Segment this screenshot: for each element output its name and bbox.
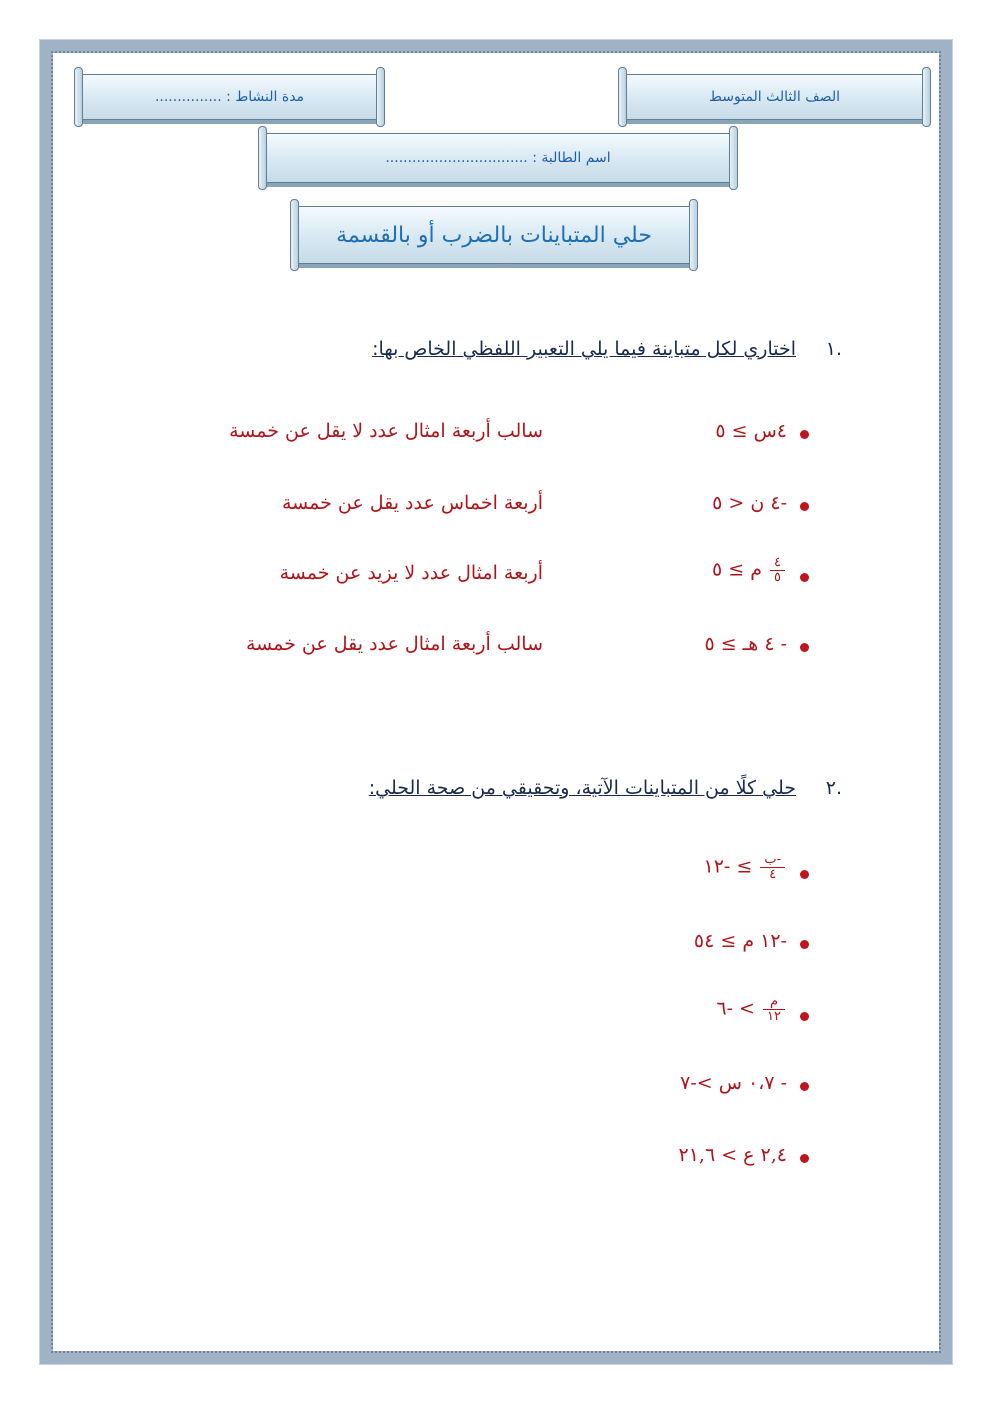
q2-inequality-5: ٢,٤ ع > ٢١,٦	[678, 1144, 787, 1166]
fraction-denominator: ١٢	[767, 1009, 781, 1024]
bullet-1-3	[800, 573, 809, 582]
question-1-prompt: اختاري لكل متباينة فيما يلي التعبير اللفظي الخاص بها:	[372, 338, 796, 360]
q1-inequality-1: ٤س ≥ ٥	[715, 420, 787, 442]
q2-fraction-3	[763, 995, 785, 1024]
q1-inequality-3-rest: م ≥ ٥	[711, 558, 762, 581]
bullet-2-5	[800, 1154, 809, 1163]
bullet-1-1	[800, 430, 809, 439]
q1-description-3: أربعة امثال عدد لا يزيد عن خمسة	[279, 562, 543, 584]
bullet-1-2	[800, 502, 809, 511]
grade-box	[622, 74, 927, 120]
bullet-2-2	[800, 940, 809, 949]
grade-label: الصف الثالث المتوسط	[708, 89, 841, 105]
q2-fraction-1	[760, 853, 785, 882]
bullet-2-4	[800, 1082, 809, 1091]
q2-inequality-3	[716, 995, 787, 1024]
student-name-box	[262, 133, 734, 183]
q1-description-4: سالب أربعة امثال عدد يقل عن خمسة	[246, 633, 543, 655]
q2-inequality-1	[704, 853, 788, 882]
q1-inequality-3	[712, 556, 787, 585]
fraction-denominator: ٥	[774, 570, 781, 585]
question-1-number: .١	[825, 338, 842, 360]
q1-inequality-2: -٤ ن < ٥	[712, 492, 787, 514]
q1-inequality-4: - ٤ هـ ≥ ٥	[704, 633, 787, 655]
bullet-2-1	[800, 870, 809, 879]
question-2-number: .٢	[825, 777, 842, 799]
bullet-1-4	[800, 643, 809, 652]
title-box	[294, 206, 694, 264]
fraction-numerator: -ب	[760, 853, 785, 868]
student-name-label: اسم الطالبة : ................................	[385, 150, 611, 166]
fraction-denominator: ٤	[769, 867, 777, 882]
bullet-2-3	[800, 1012, 809, 1021]
duration-label: مدة النشاط : ...............	[154, 89, 305, 105]
q2-inequality-3-rest: > -٦	[716, 997, 755, 1020]
q1-description-1: سالب أربعة امثال عدد لا يقل عن خمسة	[229, 420, 543, 442]
q1-fraction-3	[770, 556, 785, 585]
question-2-heading	[369, 777, 842, 799]
q2-inequality-4: - ٠،٧ س >-٧	[680, 1072, 787, 1094]
duration-box	[78, 74, 381, 120]
question-1-heading	[372, 338, 842, 360]
q2-inequality-2: -١٢ م ≥ ٥٤	[693, 930, 787, 952]
fraction-numerator: م	[763, 995, 785, 1010]
fraction-numerator: ٤	[770, 556, 785, 571]
question-2-prompt: حلي كلًا من المتباينات الآتية، وتحقيقي من صحة الحلي:	[368, 777, 796, 799]
q1-description-2: أربعة اخماس عدد يقل عن خمسة	[281, 492, 543, 514]
page-title: حلي المتباينات بالضرب أو بالقسمة	[336, 222, 652, 248]
q2-inequality-1-rest: ≥ -١٢	[703, 855, 753, 878]
